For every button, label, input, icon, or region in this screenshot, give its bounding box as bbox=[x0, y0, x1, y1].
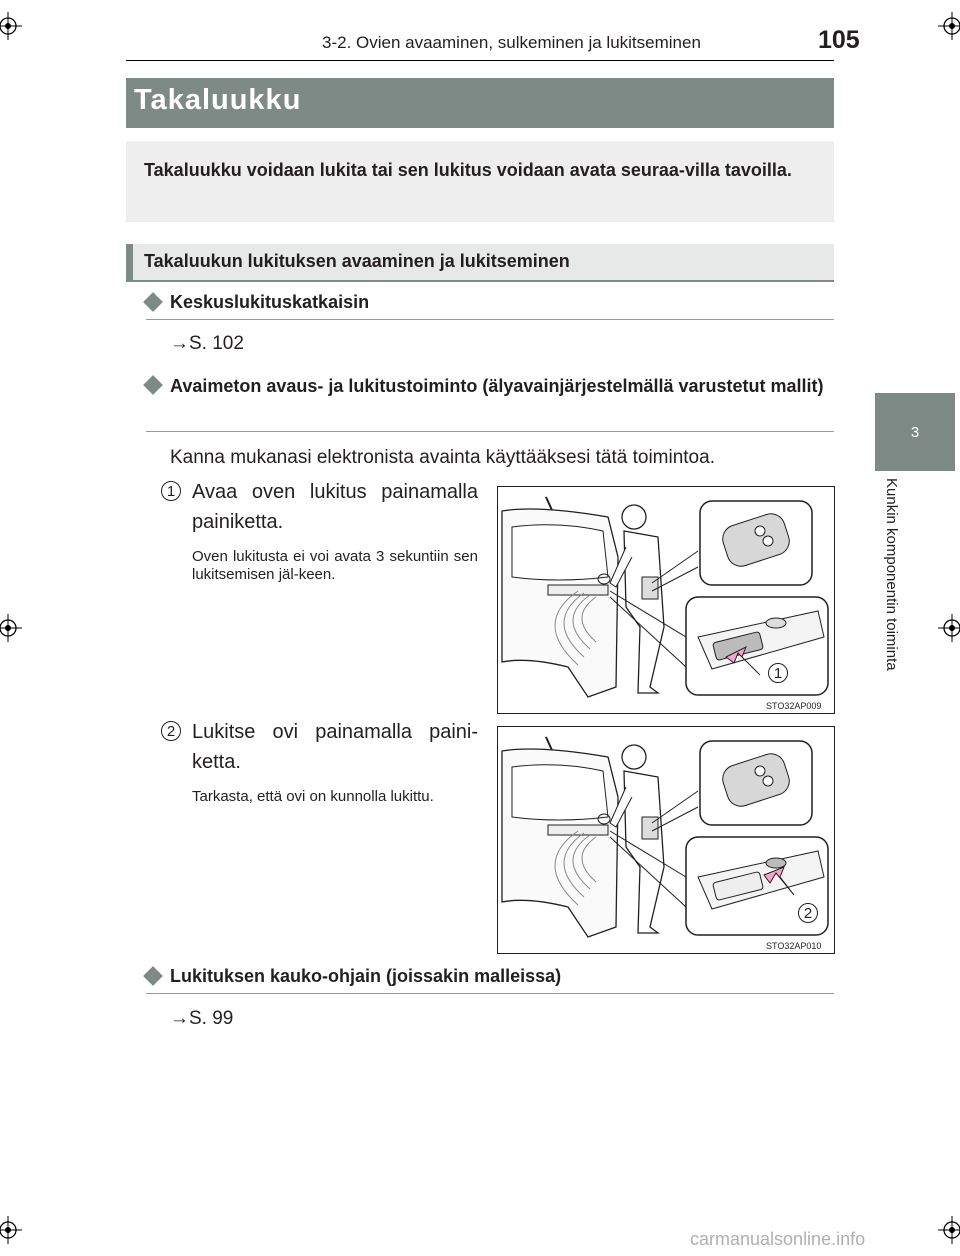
figure-smart-key-lock bbox=[497, 726, 835, 954]
item-heading-remote-control: Lukituksen kauko-ohjain (joissakin malleissa) bbox=[170, 966, 562, 986]
item-reference-link[interactable]: →S. 99 bbox=[170, 1008, 234, 1029]
item-rule bbox=[146, 431, 834, 432]
step-number-badge: 1 bbox=[161, 481, 181, 501]
figure-callout-number: 2 bbox=[798, 903, 818, 923]
item-rule bbox=[146, 993, 834, 994]
step-text: Lukitse ovi painamalla paini-ketta. bbox=[192, 721, 478, 773]
registration-mark-top-right bbox=[938, 12, 960, 40]
intro-box bbox=[126, 141, 834, 222]
step-number-badge: 2 bbox=[161, 721, 181, 741]
chapter-label-text: Kunkin komponentin toiminta bbox=[883, 478, 900, 671]
registration-mark-bottom-right bbox=[938, 1216, 960, 1244]
step-note: Oven lukitusta ei voi avata 3 sekuntiin sen lukitsemisen jäl-keen. bbox=[192, 548, 478, 583]
step-text: Avaa oven lukitus painamalla painiketta. bbox=[192, 481, 478, 533]
diamond-bullet-icon bbox=[143, 292, 163, 312]
figure-illustration bbox=[498, 727, 834, 953]
watermark: carmanualsonline.info bbox=[690, 1229, 866, 1249]
chapter-number: 3 bbox=[910, 423, 920, 441]
page-title: Takaluukku bbox=[134, 84, 302, 116]
page-title-bar bbox=[126, 78, 834, 128]
item-reference-link[interactable]: →S. 102 bbox=[170, 333, 244, 354]
figure-smart-key-unlock bbox=[497, 486, 835, 714]
figure-code: STO32AP009 bbox=[766, 701, 822, 711]
section-heading: Takaluukun lukituksen avaaminen ja lukitseminen bbox=[144, 251, 570, 271]
diamond-bullet-icon bbox=[143, 375, 163, 395]
section-heading-bar bbox=[126, 244, 834, 282]
registration-mark-mid-left bbox=[0, 614, 22, 642]
header-section-title: 3-2. Ovien avaaminen, sulkeminen ja lukitseminen bbox=[322, 33, 701, 52]
registration-mark-top-left bbox=[0, 12, 22, 40]
registration-mark-mid-right bbox=[938, 614, 960, 642]
item-description: Kanna mukanasi elektronista avainta käyttääksesi tätä toimintoa. bbox=[170, 447, 715, 468]
registration-mark-bottom-left bbox=[0, 1216, 22, 1244]
header-rule bbox=[126, 60, 834, 61]
intro-text: Takaluukku voidaan lukita tai sen lukitus voidaan avata seuraa-villa tavoilla. bbox=[144, 160, 792, 180]
chapter-tab bbox=[875, 393, 955, 471]
item-rule bbox=[146, 319, 834, 320]
figure-callout-number: 1 bbox=[768, 663, 788, 683]
diamond-bullet-icon bbox=[143, 966, 163, 986]
item-heading-smart-key: Avaimeton avaus- ja lukitustoiminto (älyavainjärjestelmällä varustetut mallit) bbox=[170, 376, 824, 396]
chapter-label bbox=[878, 478, 908, 728]
page-number: 105 bbox=[818, 26, 860, 54]
step-note: Tarkasta, että ovi on kunnolla lukittu. bbox=[192, 788, 434, 805]
figure-code: STO32AP010 bbox=[766, 941, 822, 951]
item-heading-central-locking: Keskuslukituskatkaisin bbox=[170, 292, 370, 312]
